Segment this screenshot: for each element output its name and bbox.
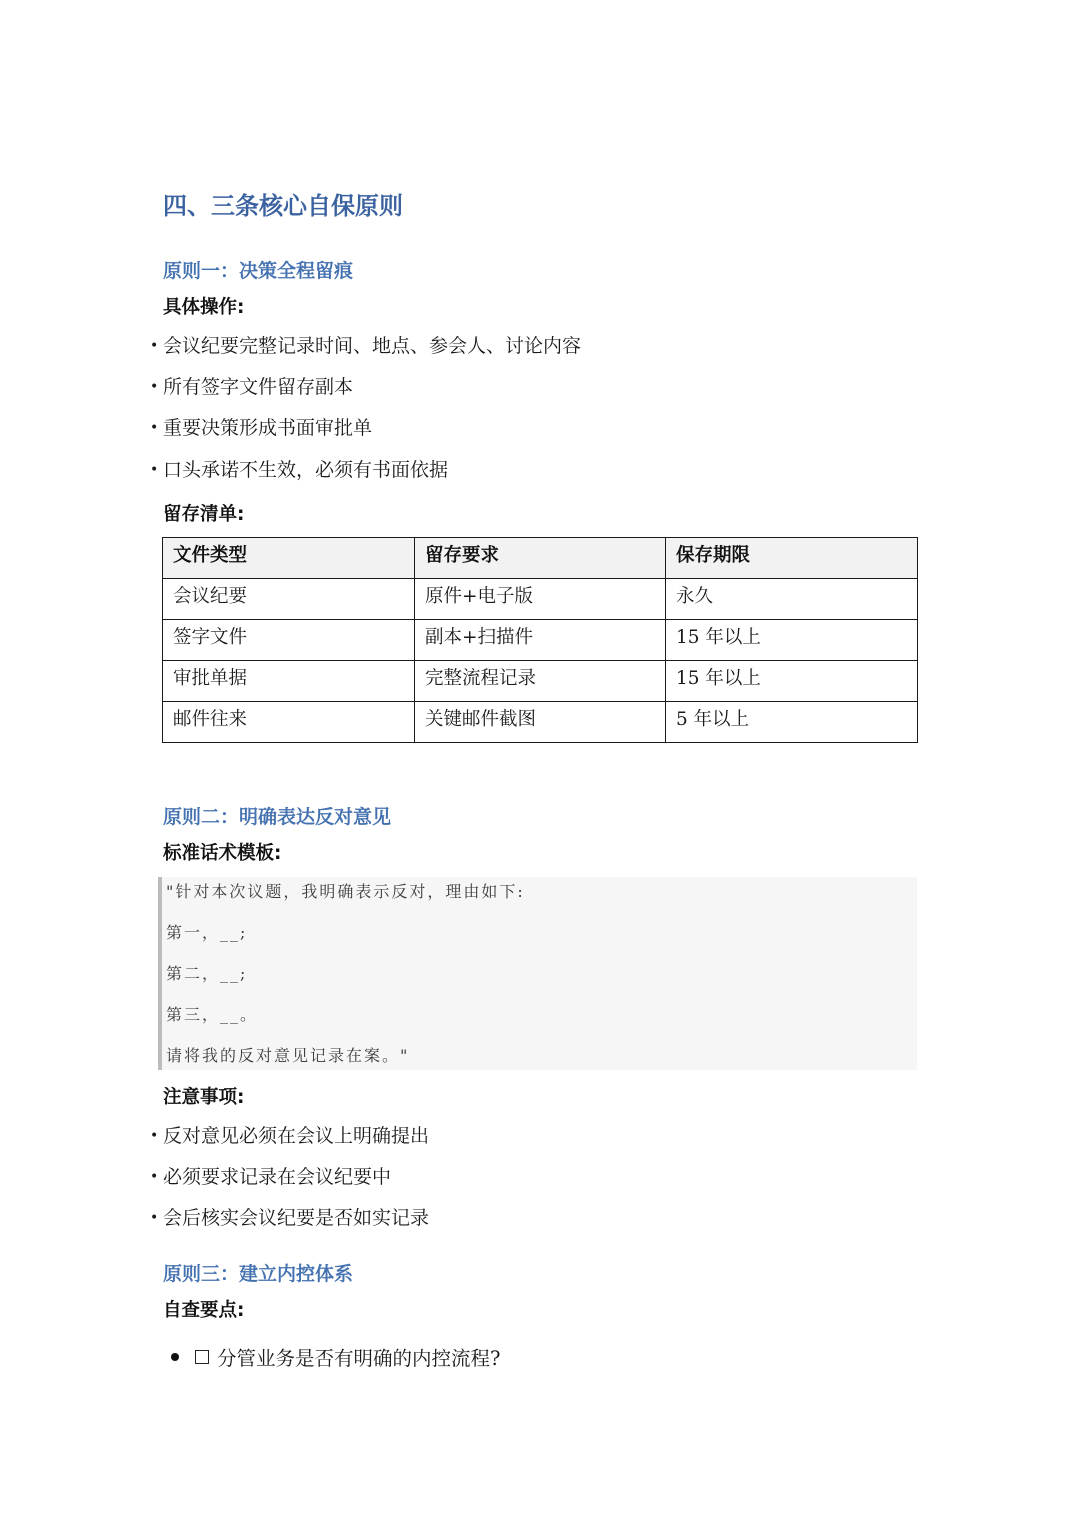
table-cell: 关键邮件截图 <box>415 702 666 743</box>
principle-2-notes-label: 注意事项: <box>163 1087 245 1108</box>
table-row <box>163 702 918 743</box>
table-row <box>163 661 918 702</box>
table-cell: 5 年以上 <box>666 702 918 743</box>
table-cell: 15 年以上 <box>666 620 918 661</box>
principle-1-title: 原则一：决策全程留痕 <box>163 260 354 282</box>
principle-1-list-label: 留存清单: <box>163 504 245 525</box>
checkbox-icon[interactable] <box>195 1350 209 1364</box>
template-line: 第一，__; <box>166 923 248 942</box>
bullet-icon: • <box>150 420 159 436</box>
list-item-text: 反对意见必须在会议上明确提出 <box>163 1125 430 1147</box>
checklist-item <box>171 1343 500 1371</box>
table-header-cell: 留存要求 <box>415 538 666 579</box>
table-cell: 15 年以上 <box>666 661 918 702</box>
bullet-icon: • <box>150 1210 159 1226</box>
principle-1-ops-label: 具体操作: <box>163 297 245 318</box>
bullet-icon: • <box>150 462 159 478</box>
table-cell: 邮件往来 <box>163 702 415 743</box>
list-item-text: 会后核实会议纪要是否如实记录 <box>163 1207 430 1229</box>
table-row <box>163 579 918 620</box>
bullet-icon: • <box>150 338 159 354</box>
bullet-icon: • <box>150 1169 159 1185</box>
table-cell: 原件+电子版 <box>415 579 666 620</box>
table-cell: 审批单据 <box>163 661 415 702</box>
template-line: "针对本次议题，我明确表示反对，理由如下: <box>166 882 525 901</box>
bullet-icon: • <box>150 379 159 395</box>
table-header-row <box>163 538 918 579</box>
list-item-text: 重要决策形成书面审批单 <box>163 417 373 439</box>
list-item <box>150 416 372 440</box>
list-item <box>150 375 353 399</box>
table-row <box>163 620 918 661</box>
principle-2-template-label: 标准话术模板: <box>163 843 282 864</box>
list-item-text: 必须要求记录在会议纪要中 <box>163 1166 392 1188</box>
table-cell: 副本+扫描件 <box>415 620 666 661</box>
template-quote-block <box>158 877 917 1070</box>
bullet-icon <box>171 1353 179 1361</box>
list-item <box>150 334 581 358</box>
principle-3-title: 原则三：建立内控体系 <box>163 1263 354 1285</box>
template-line: 请将我的反对意见记录在案。" <box>166 1046 410 1065</box>
template-line: 第二，__; <box>166 964 248 983</box>
table-cell: 会议纪要 <box>163 579 415 620</box>
table-header-cell: 文件类型 <box>163 538 415 579</box>
table-header-cell: 保存期限 <box>666 538 918 579</box>
list-item <box>150 1165 391 1189</box>
section-title: 四、三条核心自保原则 <box>163 192 403 220</box>
principle-2-title: 原则二：明确表达反对意见 <box>163 806 392 828</box>
template-line: 第三，__。 <box>166 1005 259 1024</box>
list-item-text: 会议纪要完整记录时间、地点、参会人、讨论内容 <box>163 335 582 357</box>
list-item <box>150 1124 429 1148</box>
bullet-icon: • <box>150 1128 159 1144</box>
checklist-item-text: 分管业务是否有明确的内控流程? <box>217 1347 501 1370</box>
table-cell: 完整流程记录 <box>415 661 666 702</box>
list-item <box>150 1206 429 1230</box>
table-cell: 永久 <box>666 579 918 620</box>
principle-3-check-label: 自查要点: <box>163 1300 245 1321</box>
table-cell: 签字文件 <box>163 620 415 661</box>
list-item-text: 所有签字文件留存副本 <box>163 376 354 398</box>
list-item-text: 口头承诺不生效，必须有书面依据 <box>163 459 449 481</box>
list-item <box>150 458 448 482</box>
retention-table <box>162 537 918 743</box>
